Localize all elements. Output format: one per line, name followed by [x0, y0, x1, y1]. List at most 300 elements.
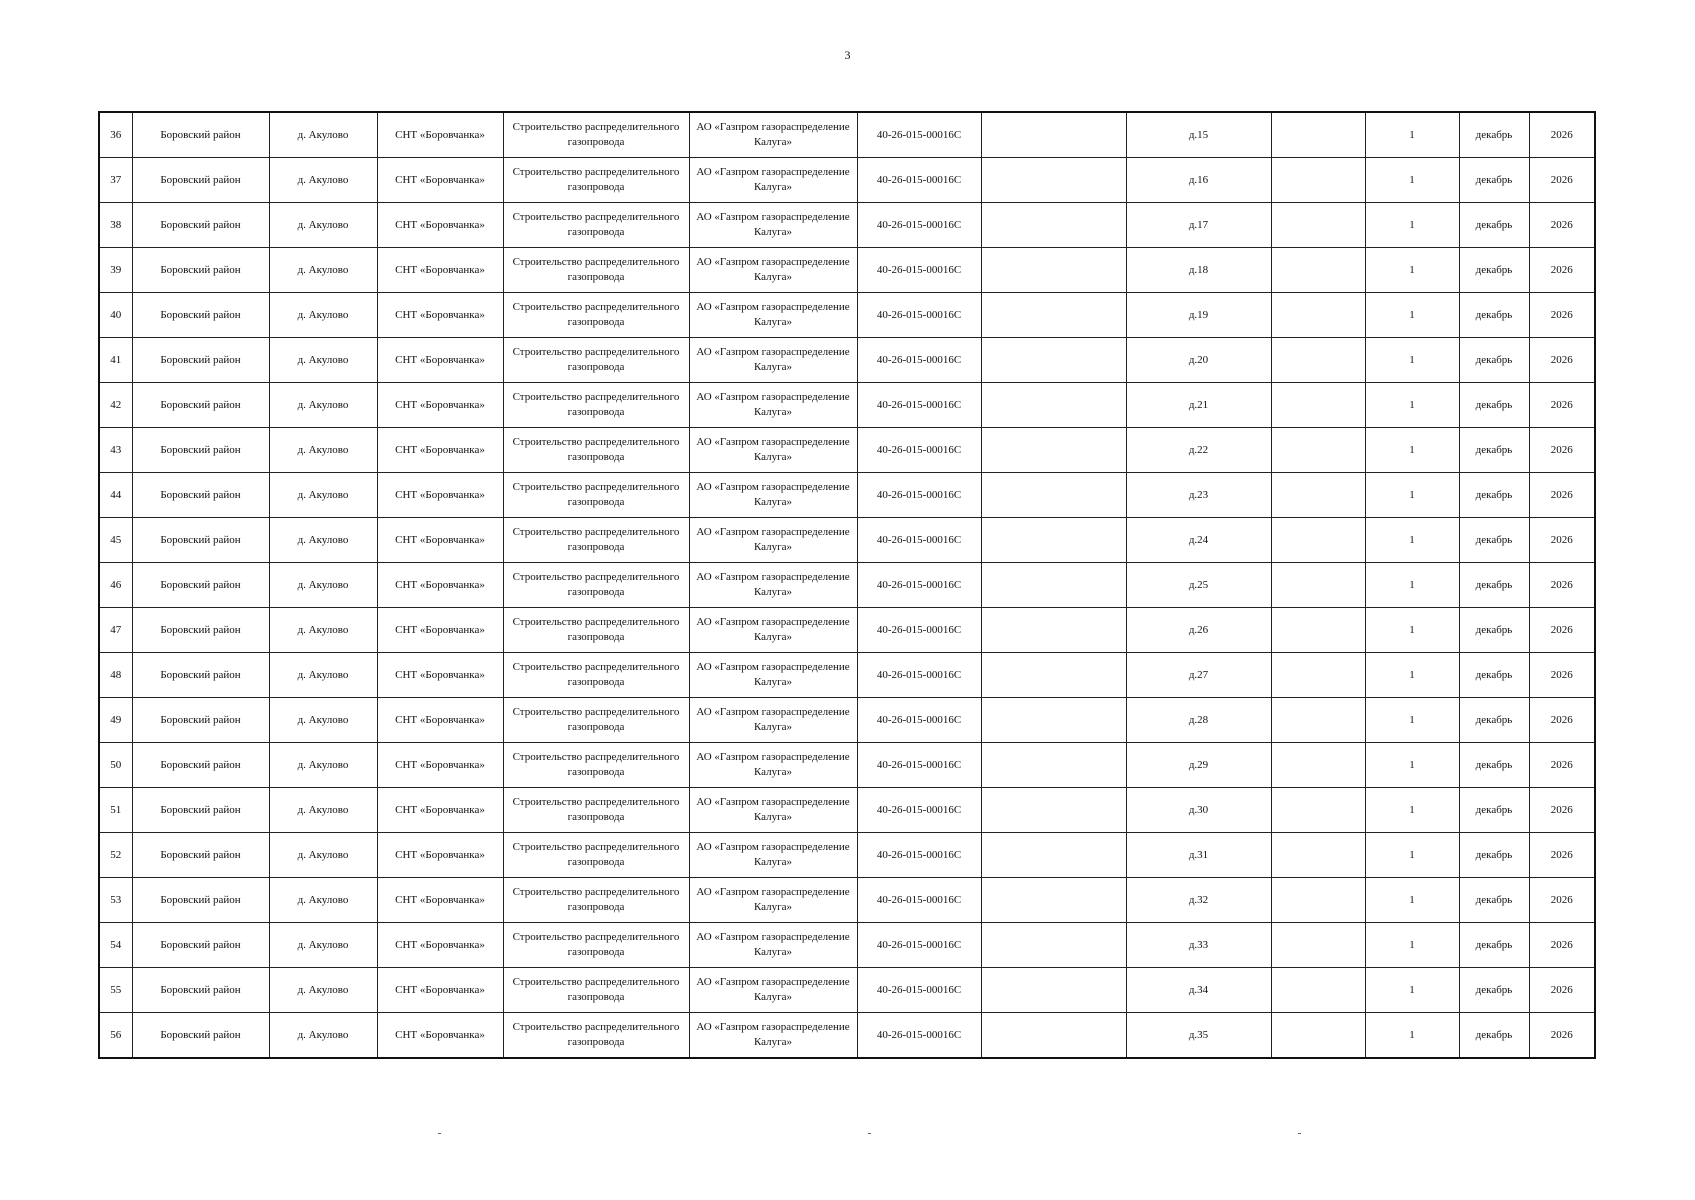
month-cell: декабрь: [1459, 518, 1529, 563]
district-cell: Боровский район: [132, 473, 269, 518]
row-number-cell: 50: [99, 743, 132, 788]
work-type-cell: Строительство распределительного газопровода: [503, 878, 689, 923]
house-number-cell: д.18: [1126, 248, 1271, 293]
blank-cell: [981, 743, 1126, 788]
blank-cell: [981, 1013, 1126, 1059]
object-code-cell: 40-26-015-00016С: [857, 563, 981, 608]
blank-cell: [1271, 158, 1365, 203]
work-type-cell: Строительство распределительного газопровода: [503, 563, 689, 608]
row-number-cell: 46: [99, 563, 132, 608]
quantity-cell: 1: [1365, 248, 1459, 293]
organization-cell: АО «Газпром газораспределение Калуга»: [689, 112, 857, 158]
organization-cell: АО «Газпром газораспределение Калуга»: [689, 563, 857, 608]
month-cell: декабрь: [1459, 788, 1529, 833]
snt-cell: СНТ «Боровчанка»: [377, 608, 503, 653]
object-code-cell: 40-26-015-00016С: [857, 788, 981, 833]
object-code-cell: 40-26-015-00016С: [857, 338, 981, 383]
blank-cell: [981, 473, 1126, 518]
village-cell: д. Акулово: [269, 112, 377, 158]
work-type-cell: Строительство распределительного газопровода: [503, 383, 689, 428]
blank-cell: [981, 112, 1126, 158]
blank-cell: [981, 878, 1126, 923]
work-type-cell: Строительство распределительного газопровода: [503, 653, 689, 698]
village-cell: д. Акулово: [269, 968, 377, 1013]
district-cell: Боровский район: [132, 698, 269, 743]
row-number-cell: 54: [99, 923, 132, 968]
row-number-cell: 39: [99, 248, 132, 293]
district-cell: Боровский район: [132, 248, 269, 293]
year-cell: 2026: [1529, 428, 1595, 473]
row-number-cell: 52: [99, 833, 132, 878]
month-cell: декабрь: [1459, 1013, 1529, 1059]
blank-cell: [1271, 248, 1365, 293]
quantity-cell: 1: [1365, 203, 1459, 248]
organization-cell: АО «Газпром газораспределение Калуга»: [689, 743, 857, 788]
work-type-cell: Строительство распределительного газопровода: [503, 248, 689, 293]
snt-cell: СНТ «Боровчанка»: [377, 518, 503, 563]
organization-cell: АО «Газпром газораспределение Калуга»: [689, 968, 857, 1013]
month-cell: декабрь: [1459, 203, 1529, 248]
month-cell: декабрь: [1459, 698, 1529, 743]
quantity-cell: 1: [1365, 112, 1459, 158]
row-number-cell: 38: [99, 203, 132, 248]
blank-cell: [981, 923, 1126, 968]
quantity-cell: 1: [1365, 698, 1459, 743]
year-cell: 2026: [1529, 383, 1595, 428]
village-cell: д. Акулово: [269, 563, 377, 608]
year-cell: 2026: [1529, 473, 1595, 518]
quantity-cell: 1: [1365, 158, 1459, 203]
row-number-cell: 44: [99, 473, 132, 518]
village-cell: д. Акулово: [269, 473, 377, 518]
year-cell: 2026: [1529, 743, 1595, 788]
table-row: [99, 293, 1595, 338]
organization-cell: АО «Газпром газораспределение Калуга»: [689, 428, 857, 473]
house-number-cell: д.15: [1126, 112, 1271, 158]
organization-cell: АО «Газпром газораспределение Калуга»: [689, 833, 857, 878]
table-row: [99, 112, 1595, 158]
organization-cell: АО «Газпром газораспределение Калуга»: [689, 383, 857, 428]
quantity-cell: 1: [1365, 428, 1459, 473]
table-row: [99, 338, 1595, 383]
snt-cell: СНТ «Боровчанка»: [377, 968, 503, 1013]
village-cell: д. Акулово: [269, 878, 377, 923]
blank-cell: [981, 518, 1126, 563]
object-code-cell: 40-26-015-00016С: [857, 968, 981, 1013]
organization-cell: АО «Газпром газораспределение Калуга»: [689, 1013, 857, 1059]
blank-cell: [1271, 518, 1365, 563]
house-number-cell: д.23: [1126, 473, 1271, 518]
month-cell: декабрь: [1459, 833, 1529, 878]
month-cell: декабрь: [1459, 338, 1529, 383]
district-cell: Боровский район: [132, 383, 269, 428]
table-row: [99, 923, 1595, 968]
village-cell: д. Акулово: [269, 608, 377, 653]
year-cell: 2026: [1529, 203, 1595, 248]
work-type-cell: Строительство распределительного газопровода: [503, 518, 689, 563]
row-number-cell: 56: [99, 1013, 132, 1059]
snt-cell: СНТ «Боровчанка»: [377, 653, 503, 698]
year-cell: 2026: [1529, 833, 1595, 878]
work-type-cell: Строительство распределительного газопровода: [503, 608, 689, 653]
house-number-cell: д.32: [1126, 878, 1271, 923]
object-code-cell: 40-26-015-00016С: [857, 878, 981, 923]
house-number-cell: д.19: [1126, 293, 1271, 338]
month-cell: декабрь: [1459, 473, 1529, 518]
village-cell: д. Акулово: [269, 203, 377, 248]
blank-cell: [1271, 743, 1365, 788]
year-cell: 2026: [1529, 608, 1595, 653]
house-number-cell: д.30: [1126, 788, 1271, 833]
work-type-cell: Строительство распределительного газопровода: [503, 473, 689, 518]
blank-cell: [1271, 1013, 1365, 1059]
year-cell: 2026: [1529, 158, 1595, 203]
district-cell: Боровский район: [132, 518, 269, 563]
table-row: [99, 248, 1595, 293]
work-type-cell: Строительство распределительного газопровода: [503, 112, 689, 158]
blank-cell: [981, 563, 1126, 608]
blank-cell: [981, 158, 1126, 203]
village-cell: д. Акулово: [269, 788, 377, 833]
blank-cell: [981, 338, 1126, 383]
table-row: [99, 158, 1595, 203]
blank-cell: [1271, 473, 1365, 518]
organization-cell: АО «Газпром газораспределение Калуга»: [689, 293, 857, 338]
blank-cell: [981, 203, 1126, 248]
year-cell: 2026: [1529, 518, 1595, 563]
snt-cell: СНТ «Боровчанка»: [377, 878, 503, 923]
object-code-cell: 40-26-015-00016С: [857, 653, 981, 698]
row-number-cell: 37: [99, 158, 132, 203]
month-cell: декабрь: [1459, 428, 1529, 473]
row-number-cell: 42: [99, 383, 132, 428]
snt-cell: СНТ «Боровчанка»: [377, 698, 503, 743]
blank-cell: [1271, 112, 1365, 158]
year-cell: 2026: [1529, 923, 1595, 968]
year-cell: 2026: [1529, 653, 1595, 698]
house-number-cell: д.17: [1126, 203, 1271, 248]
table-row: [99, 608, 1595, 653]
object-code-cell: 40-26-015-00016С: [857, 833, 981, 878]
row-number-cell: 47: [99, 608, 132, 653]
object-code-cell: 40-26-015-00016С: [857, 608, 981, 653]
year-cell: 2026: [1529, 248, 1595, 293]
table-row: [99, 473, 1595, 518]
object-code-cell: 40-26-015-00016С: [857, 923, 981, 968]
organization-cell: АО «Газпром газораспределение Калуга»: [689, 203, 857, 248]
blank-cell: [1271, 293, 1365, 338]
quantity-cell: 1: [1365, 563, 1459, 608]
month-cell: декабрь: [1459, 878, 1529, 923]
object-code-cell: 40-26-015-00016С: [857, 743, 981, 788]
month-cell: декабрь: [1459, 383, 1529, 428]
district-cell: Боровский район: [132, 293, 269, 338]
row-number-cell: 51: [99, 788, 132, 833]
quantity-cell: 1: [1365, 878, 1459, 923]
district-cell: Боровский район: [132, 158, 269, 203]
row-number-cell: 41: [99, 338, 132, 383]
snt-cell: СНТ «Боровчанка»: [377, 788, 503, 833]
year-cell: 2026: [1529, 968, 1595, 1013]
table-row: [99, 833, 1595, 878]
quantity-cell: 1: [1365, 608, 1459, 653]
object-code-cell: 40-26-015-00016С: [857, 203, 981, 248]
table-row: [99, 1013, 1595, 1059]
work-type-cell: Строительство распределительного газопровода: [503, 743, 689, 788]
district-cell: Боровский район: [132, 608, 269, 653]
house-number-cell: д.34: [1126, 968, 1271, 1013]
organization-cell: АО «Газпром газораспределение Калуга»: [689, 698, 857, 743]
snt-cell: СНТ «Боровчанка»: [377, 248, 503, 293]
quantity-cell: 1: [1365, 293, 1459, 338]
object-code-cell: 40-26-015-00016С: [857, 428, 981, 473]
scan-mark: [438, 1133, 441, 1134]
table-body: [99, 112, 1595, 1058]
blank-cell: [981, 698, 1126, 743]
work-type-cell: Строительство распределительного газопровода: [503, 428, 689, 473]
house-number-cell: д.22: [1126, 428, 1271, 473]
work-type-cell: Строительство распределительного газопровода: [503, 293, 689, 338]
gasification-schedule-table: [98, 111, 1596, 1059]
quantity-cell: 1: [1365, 653, 1459, 698]
snt-cell: СНТ «Боровчанка»: [377, 203, 503, 248]
month-cell: декабрь: [1459, 293, 1529, 338]
organization-cell: АО «Газпром газораспределение Калуга»: [689, 158, 857, 203]
house-number-cell: д.16: [1126, 158, 1271, 203]
snt-cell: СНТ «Боровчанка»: [377, 293, 503, 338]
snt-cell: СНТ «Боровчанка»: [377, 563, 503, 608]
snt-cell: СНТ «Боровчанка»: [377, 923, 503, 968]
district-cell: Боровский район: [132, 338, 269, 383]
blank-cell: [1271, 788, 1365, 833]
house-number-cell: д.27: [1126, 653, 1271, 698]
blank-cell: [981, 833, 1126, 878]
village-cell: д. Акулово: [269, 653, 377, 698]
quantity-cell: 1: [1365, 383, 1459, 428]
table-row: [99, 383, 1595, 428]
row-number-cell: 53: [99, 878, 132, 923]
district-cell: Боровский район: [132, 788, 269, 833]
snt-cell: СНТ «Боровчанка»: [377, 338, 503, 383]
quantity-cell: 1: [1365, 833, 1459, 878]
organization-cell: АО «Газпром газораспределение Калуга»: [689, 518, 857, 563]
blank-cell: [981, 293, 1126, 338]
month-cell: декабрь: [1459, 158, 1529, 203]
object-code-cell: 40-26-015-00016С: [857, 1013, 981, 1059]
object-code-cell: 40-26-015-00016С: [857, 698, 981, 743]
house-number-cell: д.21: [1126, 383, 1271, 428]
quantity-cell: 1: [1365, 788, 1459, 833]
blank-cell: [981, 968, 1126, 1013]
village-cell: д. Акулово: [269, 833, 377, 878]
snt-cell: СНТ «Боровчанка»: [377, 112, 503, 158]
district-cell: Боровский район: [132, 968, 269, 1013]
district-cell: Боровский район: [132, 563, 269, 608]
blank-cell: [1271, 203, 1365, 248]
table-row: [99, 878, 1595, 923]
village-cell: д. Акулово: [269, 1013, 377, 1059]
work-type-cell: Строительство распределительного газопровода: [503, 968, 689, 1013]
village-cell: д. Акулово: [269, 743, 377, 788]
blank-cell: [1271, 968, 1365, 1013]
blank-cell: [1271, 428, 1365, 473]
work-type-cell: Строительство распределительного газопровода: [503, 338, 689, 383]
object-code-cell: 40-26-015-00016С: [857, 112, 981, 158]
row-number-cell: 40: [99, 293, 132, 338]
house-number-cell: д.33: [1126, 923, 1271, 968]
work-type-cell: Строительство распределительного газопровода: [503, 833, 689, 878]
blank-cell: [1271, 833, 1365, 878]
village-cell: д. Акулово: [269, 698, 377, 743]
year-cell: 2026: [1529, 698, 1595, 743]
quantity-cell: 1: [1365, 968, 1459, 1013]
object-code-cell: 40-26-015-00016С: [857, 248, 981, 293]
district-cell: Боровский район: [132, 923, 269, 968]
table-row: [99, 563, 1595, 608]
house-number-cell: д.31: [1126, 833, 1271, 878]
work-type-cell: Строительство распределительного газопровода: [503, 923, 689, 968]
district-cell: Боровский район: [132, 203, 269, 248]
blank-cell: [1271, 563, 1365, 608]
village-cell: д. Акулово: [269, 293, 377, 338]
year-cell: 2026: [1529, 293, 1595, 338]
object-code-cell: 40-26-015-00016С: [857, 518, 981, 563]
blank-cell: [981, 788, 1126, 833]
table-row: [99, 788, 1595, 833]
organization-cell: АО «Газпром газораспределение Калуга»: [689, 788, 857, 833]
village-cell: д. Акулово: [269, 923, 377, 968]
district-cell: Боровский район: [132, 653, 269, 698]
district-cell: Боровский район: [132, 833, 269, 878]
snt-cell: СНТ «Боровчанка»: [377, 158, 503, 203]
organization-cell: АО «Газпром газораспределение Калуга»: [689, 653, 857, 698]
snt-cell: СНТ «Боровчанка»: [377, 743, 503, 788]
year-cell: 2026: [1529, 1013, 1595, 1059]
organization-cell: АО «Газпром газораспределение Калуга»: [689, 473, 857, 518]
blank-cell: [1271, 923, 1365, 968]
row-number-cell: 43: [99, 428, 132, 473]
blank-cell: [981, 383, 1126, 428]
house-number-cell: д.35: [1126, 1013, 1271, 1059]
year-cell: 2026: [1529, 788, 1595, 833]
table-row: [99, 743, 1595, 788]
blank-cell: [1271, 698, 1365, 743]
quantity-cell: 1: [1365, 518, 1459, 563]
work-type-cell: Строительство распределительного газопровода: [503, 1013, 689, 1059]
object-code-cell: 40-26-015-00016С: [857, 293, 981, 338]
scan-mark: [1298, 1133, 1301, 1134]
district-cell: Боровский район: [132, 1013, 269, 1059]
organization-cell: АО «Газпром газораспределение Калуга»: [689, 608, 857, 653]
page-number: 3: [844, 48, 851, 62]
village-cell: д. Акулово: [269, 383, 377, 428]
blank-cell: [981, 248, 1126, 293]
blank-cell: [1271, 653, 1365, 698]
blank-cell: [981, 428, 1126, 473]
quantity-cell: 1: [1365, 743, 1459, 788]
district-cell: Боровский район: [132, 878, 269, 923]
month-cell: декабрь: [1459, 563, 1529, 608]
quantity-cell: 1: [1365, 1013, 1459, 1059]
snt-cell: СНТ «Боровчанка»: [377, 428, 503, 473]
quantity-cell: 1: [1365, 473, 1459, 518]
snt-cell: СНТ «Боровчанка»: [377, 383, 503, 428]
month-cell: декабрь: [1459, 608, 1529, 653]
object-code-cell: 40-26-015-00016С: [857, 158, 981, 203]
year-cell: 2026: [1529, 112, 1595, 158]
table-row: [99, 653, 1595, 698]
scan-mark: [868, 1133, 871, 1134]
row-number-cell: 48: [99, 653, 132, 698]
table-row: [99, 968, 1595, 1013]
village-cell: д. Акулово: [269, 338, 377, 383]
quantity-cell: 1: [1365, 923, 1459, 968]
row-number-cell: 55: [99, 968, 132, 1013]
quantity-cell: 1: [1365, 338, 1459, 383]
organization-cell: АО «Газпром газораспределение Калуга»: [689, 923, 857, 968]
blank-cell: [1271, 608, 1365, 653]
house-number-cell: д.25: [1126, 563, 1271, 608]
village-cell: д. Акулово: [269, 428, 377, 473]
organization-cell: АО «Газпром газораспределение Калуга»: [689, 248, 857, 293]
blank-cell: [1271, 383, 1365, 428]
month-cell: декабрь: [1459, 968, 1529, 1013]
district-cell: Боровский район: [132, 428, 269, 473]
snt-cell: СНТ «Боровчанка»: [377, 1013, 503, 1059]
house-number-cell: д.28: [1126, 698, 1271, 743]
month-cell: декабрь: [1459, 248, 1529, 293]
village-cell: д. Акулово: [269, 518, 377, 563]
work-type-cell: Строительство распределительного газопровода: [503, 158, 689, 203]
district-cell: Боровский район: [132, 112, 269, 158]
year-cell: 2026: [1529, 338, 1595, 383]
work-type-cell: Строительство распределительного газопровода: [503, 788, 689, 833]
house-number-cell: д.20: [1126, 338, 1271, 383]
month-cell: декабрь: [1459, 743, 1529, 788]
blank-cell: [1271, 338, 1365, 383]
month-cell: декабрь: [1459, 112, 1529, 158]
year-cell: 2026: [1529, 563, 1595, 608]
object-code-cell: 40-26-015-00016С: [857, 473, 981, 518]
table-row: [99, 203, 1595, 248]
table-row: [99, 518, 1595, 563]
work-type-cell: Строительство распределительного газопровода: [503, 698, 689, 743]
house-number-cell: д.26: [1126, 608, 1271, 653]
row-number-cell: 49: [99, 698, 132, 743]
organization-cell: АО «Газпром газораспределение Калуга»: [689, 338, 857, 383]
month-cell: декабрь: [1459, 923, 1529, 968]
year-cell: 2026: [1529, 878, 1595, 923]
row-number-cell: 45: [99, 518, 132, 563]
house-number-cell: д.24: [1126, 518, 1271, 563]
snt-cell: СНТ «Боровчанка»: [377, 833, 503, 878]
object-code-cell: 40-26-015-00016С: [857, 383, 981, 428]
village-cell: д. Акулово: [269, 248, 377, 293]
month-cell: декабрь: [1459, 653, 1529, 698]
blank-cell: [1271, 878, 1365, 923]
district-cell: Боровский район: [132, 743, 269, 788]
table-row: [99, 698, 1595, 743]
village-cell: д. Акулово: [269, 158, 377, 203]
work-type-cell: Строительство распределительного газопровода: [503, 203, 689, 248]
snt-cell: СНТ «Боровчанка»: [377, 473, 503, 518]
blank-cell: [981, 608, 1126, 653]
blank-cell: [981, 653, 1126, 698]
row-number-cell: 36: [99, 112, 132, 158]
table-row: [99, 428, 1595, 473]
organization-cell: АО «Газпром газораспределение Калуга»: [689, 878, 857, 923]
house-number-cell: д.29: [1126, 743, 1271, 788]
